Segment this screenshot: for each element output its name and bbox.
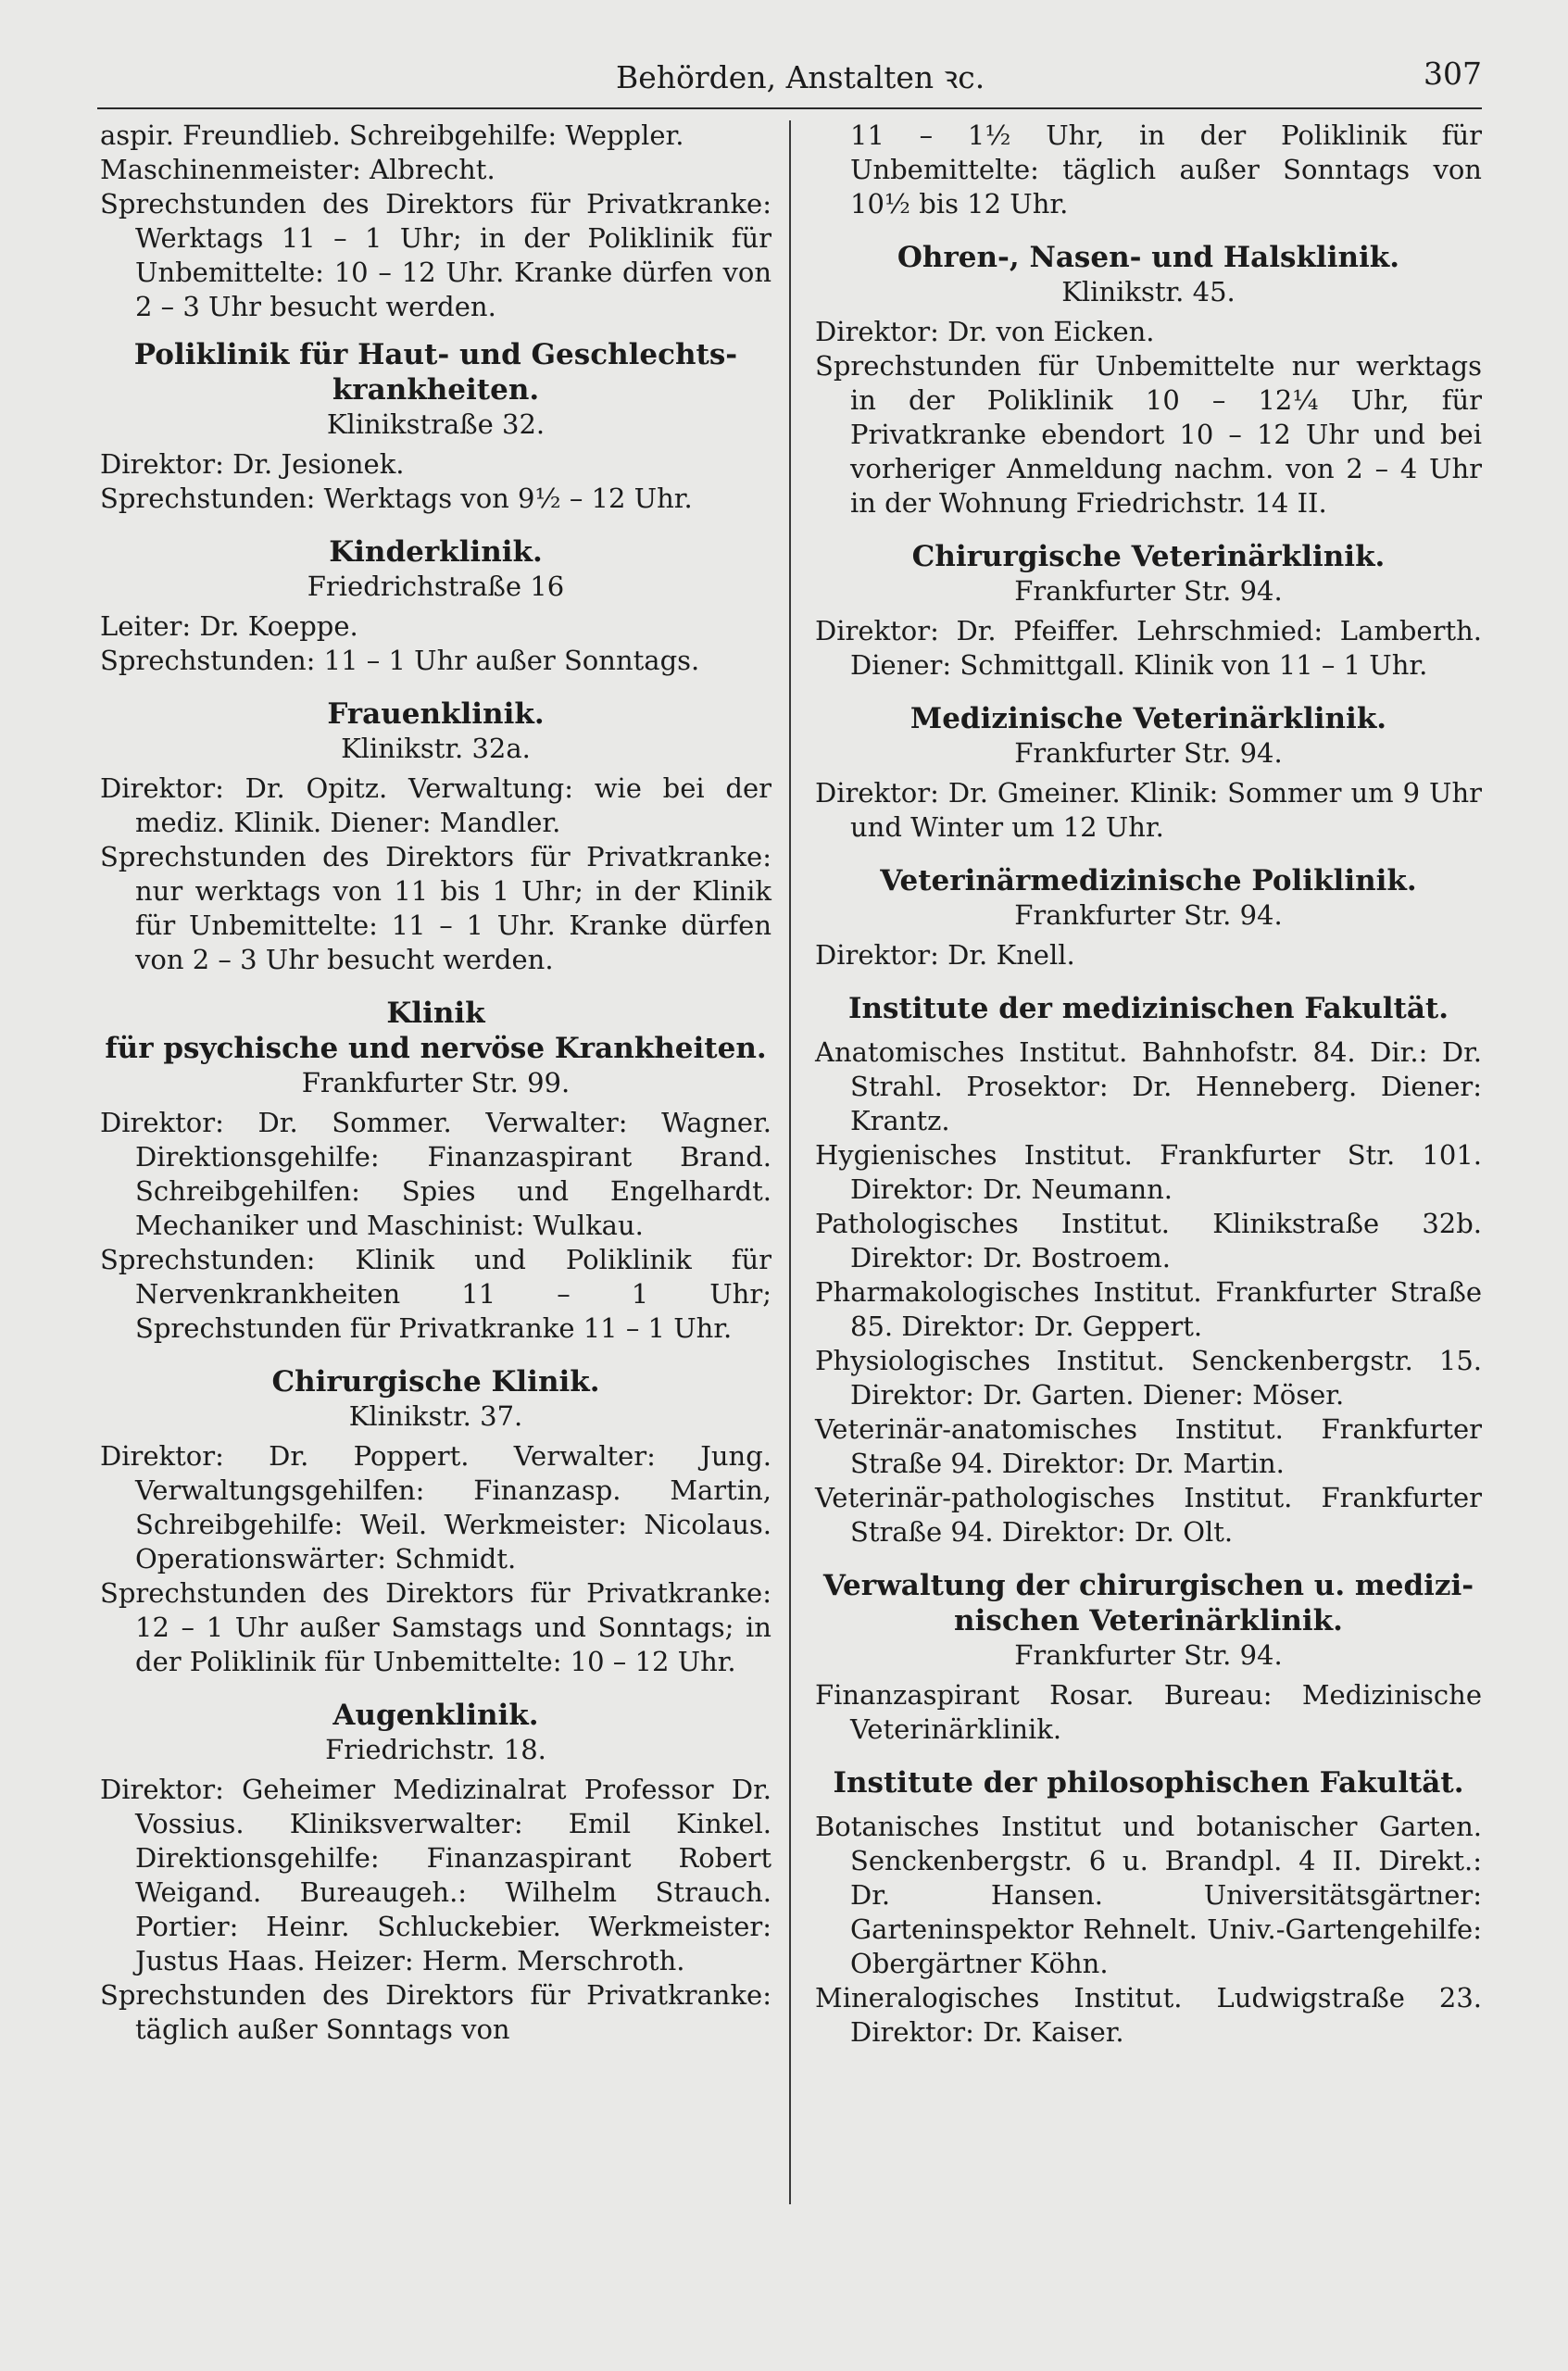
- section-heading: Augenklinik.: [332, 1699, 539, 1732]
- text-line: Direktor: Dr. Jesionek.: [100, 448, 405, 480]
- text-line: Direktor: Dr. Knell.: [815, 939, 1075, 971]
- text-paragraph: Pharmakologisches Institut. Frankfurter Straße 85. Direktor: Dr. Geppert.: [815, 1276, 1482, 1342]
- text-paragraph: Botanisches Institut und botanischer Garten. Senckenbergstr. 6 u. Brandpl. 4 II. Direkt.: Dr. Hansen. Universitätsgärtner: Garteninspektor Rehnelt. Univ.-Gartengehilfe: Obergärtner Köhn.: [815, 1811, 1482, 1979]
- text-paragraph: Pathologisches Institut. Klinikstraße 32b. Direktor: Dr. Bostroem.: [815, 1208, 1482, 1273]
- section-address: Klinikstr. 45.: [1061, 276, 1236, 307]
- page-number: 307: [1424, 56, 1482, 92]
- text-paragraph: Sprechstunden des Direktors für Privatkranke: nur werktags von 11 bis 1 Uhr; in der Klinik für Unbemittelte: 11 – 1 Uhr. Kranke dürfen von 2 – 3 Uhr besucht werden.: [100, 841, 771, 975]
- section-heading: Klinik für psychische und nervöse Krankheiten.: [105, 997, 767, 1065]
- text-paragraph: Direktor: Dr. Opitz. Verwaltung: wie bei der mediz. Klinik. Diener: Mandler.: [100, 772, 771, 838]
- text-line: Sprechstunden: 11 – 1 Uhr außer Sonntags.: [100, 645, 700, 676]
- text-paragraph: Veterinär-pathologisches Institut. Frankfurter Straße 94. Direktor: Dr. Olt.: [815, 1482, 1482, 1548]
- section-heading: Poliklinik für Haut- und Geschlechts- krankheiten.: [133, 338, 738, 407]
- section-address: Klinikstr. 37.: [348, 1400, 523, 1432]
- section-heading: Medizinische Veterinärklinik.: [909, 702, 1387, 735]
- text-paragraph: Anatomisches Institut. Bahnhofstr. 84. Dir.: Dr. Strahl. Prosektor: Dr. Henneberg. Diener: Krantz.: [815, 1036, 1482, 1136]
- text-paragraph: Finanzaspirant Rosar. Bureau: Medizinische Veterinärklinik.: [815, 1679, 1482, 1745]
- text-line: Direktor: Dr. von Eicken.: [815, 316, 1155, 347]
- section-heading: Institute der philosophischen Fakultät.: [833, 1766, 1464, 1800]
- text-paragraph: Physiologisches Institut. Senckenbergstr. 15. Direktor: Dr. Garten. Diener: Möser.: [815, 1345, 1482, 1411]
- text-paragraph: Hygienisches Institut. Frankfurter Str. 101. Direktor: Dr. Neumann.: [815, 1139, 1482, 1205]
- section-address: Frankfurter Str. 94.: [1014, 737, 1283, 769]
- section-heading: Chirurgische Klinik.: [271, 1365, 600, 1399]
- section-heading: Ohren-, Nasen- und Halsklinik.: [897, 241, 1400, 274]
- text-paragraph: Sprechstunden des Direktors für Privatkranke: Werktags 11 – 1 Uhr; in der Poliklinik für Unbemittelte: 10 – 12 Uhr. Kranke dürfen von 2 – 3 Uhr besucht werden.: [100, 188, 771, 322]
- text-line: Maschinenmeister: Albrecht.: [100, 154, 495, 185]
- text-paragraph: Direktor: Dr. Gmeiner. Klinik: Sommer um 9 Uhr und Winter um 12 Uhr.: [815, 777, 1482, 843]
- section-heading: Veterinärmedizinische Poliklinik.: [880, 864, 1417, 897]
- section-heading: Frauenklinik.: [327, 697, 545, 731]
- text-paragraph: Sprechstunden des Direktors für Privatkranke: 12 – 1 Uhr außer Samstags und Sonntags; in der Poliklinik für Unbemittelte: 10 – 12 Uhr.: [100, 1577, 771, 1677]
- text-paragraph: Sprechstunden für Unbemittelte nur werktags in der Poliklinik 10 – 12¼ Uhr, für Privatkranke ebendort 10 – 12 Uhr und bei vorheriger Anmeldung nachm. von 2 – 4 Uhr in der Wohnung Friedrichstr. 14 II.: [815, 350, 1482, 519]
- text-paragraph: Mineralogisches Institut. Ludwigstraße 23. Direktor: Dr. Kaiser.: [815, 1982, 1482, 2048]
- section-address: Klinikstr. 32a.: [341, 733, 531, 764]
- right-column: [815, 119, 1482, 2050]
- text-paragraph: 11 – 1½ Uhr, in der Poliklinik für Unbemittelte: täglich außer Sonntags von 10½ bis 12 Uhr.: [850, 119, 1482, 220]
- left-column: [100, 119, 771, 2047]
- section-heading: Verwaltung der chirurgischen u. medizi- nischen Veterinärklinik.: [822, 1569, 1474, 1637]
- text-paragraph: Sprechstunden des Direktors für Privatkranke: täglich außer Sonntags von: [100, 1979, 771, 2045]
- text-paragraph: Sprechstunden: Klinik und Poliklinik für Nervenkrankheiten 11 – 1 Uhr; Sprechstunden für Privatkranke 11 – 1 Uhr.: [100, 1244, 771, 1344]
- section-heading: Institute der medizinischen Fakultät.: [847, 992, 1449, 1025]
- section-address: Klinikstraße 32.: [326, 408, 546, 440]
- text-paragraph: Veterinär-anatomisches Institut. Frankfurter Straße 94. Direktor: Dr. Martin.: [815, 1413, 1482, 1479]
- text-line: Leiter: Dr. Koeppe.: [100, 610, 358, 642]
- section-address: Frankfurter Str. 94.: [1014, 575, 1283, 607]
- text-paragraph: Direktor: Dr. Poppert. Verwalter: Jung. Verwaltungsgehilfen: Finanzasp. Martin, Schreibgehilfe: Weil. Werkmeister: Nicolaus. Operationswärter: Schmidt.: [100, 1440, 771, 1574]
- text-paragraph: Direktor: Geheimer Medizinalrat Professor Dr. Vossius. Kliniksverwalter: Emil Kinkel. Direktionsgehilfe: Finanzaspirant Robert Weigand. Bureaugeh.: Wilhelm Strauch. Portier: Heinr. Schluckebier. Werkmeister: Justus Haas. Heizer: Herm. Merschroth.: [100, 1774, 771, 1976]
- column-divider: [789, 120, 791, 2204]
- text-paragraph: Direktor: Dr. Sommer. Verwalter: Wagner. Direktionsgehilfe: Finanzaspirant Brand. Schreibgehilfen: Spies und Engelhardt. Mechaniker und Maschinist: Wulkau.: [100, 1107, 771, 1241]
- running-title: Behörden, Anstalten ꝛc.: [616, 59, 985, 95]
- text-line: aspir. Freundlieb. Schreibgehilfe: Weppler.: [100, 119, 684, 151]
- section-address: Frankfurter Str. 94.: [1014, 899, 1283, 931]
- page-header: [97, 56, 1482, 109]
- section-address: Frankfurter Str. 94.: [1014, 1639, 1283, 1671]
- section-heading: Chirurgische Veterinärklinik.: [911, 540, 1386, 573]
- section-address: Frankfurter Str. 99.: [301, 1067, 571, 1098]
- text-paragraph: Direktor: Dr. Pfeiffer. Lehrschmied: Lamberth. Diener: Schmittgall. Klinik von 11 – 1 Uhr.: [815, 615, 1482, 681]
- section-heading: Kinderklinik.: [329, 535, 543, 569]
- section-address: Friedrichstr. 18.: [325, 1734, 546, 1765]
- text-line: Sprechstunden: Werktags von 9½ – 12 Uhr.: [100, 483, 693, 514]
- section-address: Friedrichstraße 16: [307, 571, 565, 602]
